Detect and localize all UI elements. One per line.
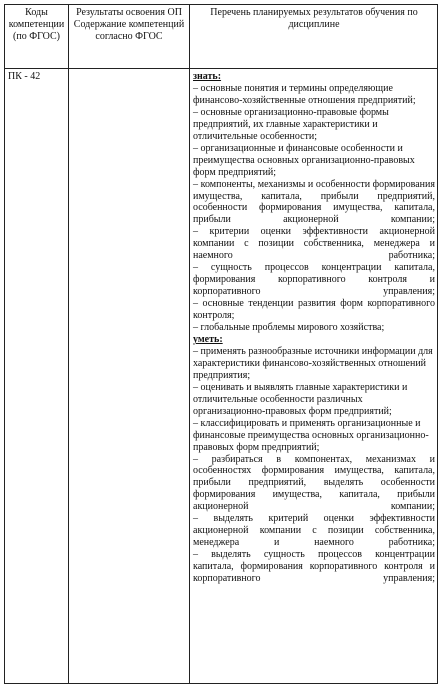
header-planned-results: Перечень планируемых результатов обучения по дисциплине xyxy=(210,7,418,31)
know-item: – основные тенденции развития форм корпоративного контроля; xyxy=(193,298,435,322)
header-divider xyxy=(5,68,437,69)
header-competence-code: Коды компетенции (по ФГОС) xyxy=(8,7,65,43)
header-learning-outcomes: Результаты освоения ОП Содержание компетенций согласно ФГОС xyxy=(73,7,185,43)
column-divider xyxy=(68,5,69,683)
competence-code-cell: ПК - 42 xyxy=(8,71,41,82)
know-item: – глобальные проблемы мирового хозяйства; xyxy=(193,322,385,334)
able-item: – применять разнообразные источники информации для характеристики финансово-хозяйственных отношений предприятия; xyxy=(193,345,433,381)
able-heading: уметь: xyxy=(193,333,223,345)
know-item: – основные организационно-правовые формы предприятий, их главные характеристики и отличительные особенности; xyxy=(193,106,389,142)
able-item: – выделять критерий оценки эффективности акционерной компании с позиции собственника, менеджера и наемного работника; xyxy=(193,513,435,549)
know-item: – организационные и финансовые особенности и преимущества основных организационно-правовых форм предприятий; xyxy=(193,142,415,178)
know-item: – компоненты, механизмы и особенности формирования имущества, капитала, прибыли предприятий, особенности формирования имущества, капитала, прибыли акционерной компании; xyxy=(193,178,435,226)
column-divider xyxy=(189,5,190,683)
competence-table xyxy=(4,4,438,684)
able-item: – разбираться в компонентах, механизмах и особенностях формирования имущества, капитала, прибыли предприятий, выделять особенности формирования имущества, капитала, прибыли акционерной компании; xyxy=(193,453,435,513)
planned-results-cell xyxy=(193,71,435,585)
know-item: – сущность процессов концентрации капитала, формирования корпоративного контроля и корпоративного управления; xyxy=(193,262,435,298)
able-item: – выделять сущность процессов концентрации капитала, формирования корпоративного контроля и корпоративного управления; xyxy=(193,549,435,585)
able-item: – оценивать и выявлять главные характеристики и отличительные особенности различных организационно-правовых форм предприятий; xyxy=(193,381,408,417)
know-heading: знать: xyxy=(193,71,222,82)
know-item: – основные понятия и термины определяющие финансово-хозяйственные отношения предприятий; xyxy=(193,82,416,106)
know-item: – критерии оценки эффективности акционерной компании с позиции собственника, менеджера и наемного работника; xyxy=(193,226,435,262)
able-item: – классифицировать и применять организационные и финансовые преимущества основных организационно-правовых форм предприятий; xyxy=(193,417,429,453)
